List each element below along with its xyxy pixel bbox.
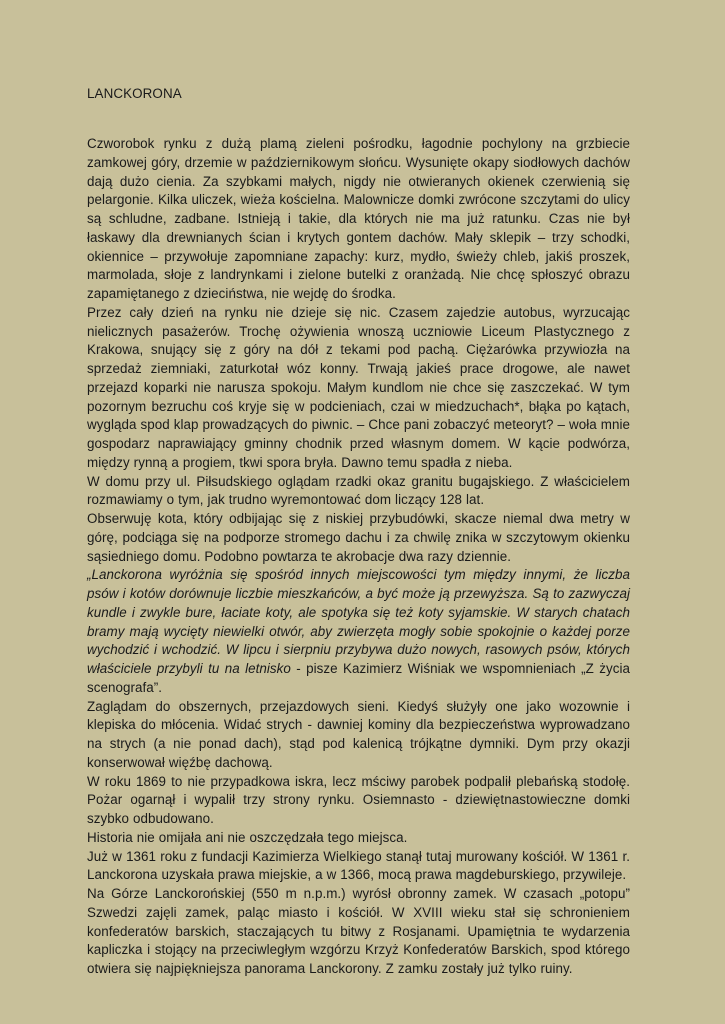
paragraph-sieni: Zaglądam do obszernych, przejazdowych sieni. Kiedyś służyły one jako wozownie i klepiska do młócenia. Widać strych - dawniej kominy dla bezpieczeństwa wyprowadzano na strych (a nie ponad dach), stąd pod kalenicą trójkątne dymniki. Dym przy okazji konserwował więźbę dachową. [87,698,630,770]
document-title: LANCKORONA [87,86,182,101]
quote-text: „Lanckorona wyróżnia się spośród innych miejscowości tym między innymi, że liczba psów i kotów dorównuje liczbie mieszkańców, a być może ją przewyższa. Są to zazwyczaj kundle i zwykle bure, łaciate koty, ale spotyka się też koty syjamskie. W starych chatach bramy mają wycięty niewielki otwór, aby zwierzęta mogły sobie spokojnie o każdej porze wychodzić i wchodzić. W lipcu i sierpniu przybywa dużo nowych, rasowych psów, których właściciele przybyli tu na letnisko [87,567,630,676]
paragraph-market-day: Przez cały dzień na rynku nie dzieje się nic. Czasem zajedzie autobus, wyrzucając nielicznych pasażerów. Trochę ożywienia wnoszą uczniowie Liceum Plastycznego z Krakowa, snujący się z góry na dół z tekami pod pachą. Ciężarówka przywiozła na sprzedaż ziemniaki, zaturkotał wóz konny. Trwają jakieś prace drogowe, ale nawet przejazd koparki nie narusza spokoju. Małym kundlom nie chce się zaszczekać. W tym pozornym bezruchu coś kryje się w podcieniach, czai w miedzuchach*, błąka po kątach, wygląda spod klap prowadzących do piwnic. – Chce pani zobaczyć meteoryt? – woła mnie gospodarz naprawiający gminny chodnik przed własnym domem. W kącie podwórza, między rynną a progiem, tkwi spora bryła. Dawno temu spadła z nieba. [87,304,630,470]
paragraph-history: Historia nie omijała ani nie oszczędzała tego miejsca. [87,829,408,845]
paragraph-church-1361: Już w 1361 roku z fundacji Kazimierza Wielkiego stanął tutaj murowany kościół. W 1361 r. Lanckorona uzyskała prawa miejskie, a w 1366, mocą prawa magdeburskiego, przywileje. [87,848,630,883]
paragraph-market-square: Czworobok rynku z dużą plamą zieleni pośrodku, łagodnie pochylony na grzbiecie zamkowej góry, drzemie w październikowym słońcu. Wysunięte okapy siodłowych dachów dają dużo cienia. Za szybkami małych, nigdy nie otwieranych okienek czerwienią się pelargonie. Kilka uliczek, wieża kościelna. Malownicze domki zwrócone szczytami do ulicy są schludne, zadbane. Istnieją i takie, dla których nie ma już ratunku. Czas nie był łaskawy dla drewnianych ścian i krytych gontem dachów. Mały sklepik – trzy schodki, okiennice – przywołuje zapomniane zapachy: kurz, mydło, świeży chleb, jakiś proszek, marmolada, słoje z landrynkami i zielone butelki z oranżadą. Nie chcę spłoszyć obrazu zapamiętanego z dzieciństwa, nie wejdę do środka. [87,136,630,301]
paragraph-cat: Obserwuję kota, który odbijając się z niskiej przybudówki, skacze niemal dwa metry w górę, podciąga się na podporze stromego dachu i za chwilę znika w szczytowym okienku sąsiedniego domu. Podobno powtarza te akrobacje dwa razy dziennie. [87,511,630,564]
paragraph-fire-1869: W roku 1869 to nie przypadkowa iskra, lecz mściwy parobek podpalił plebańską stodołę. Pożar ogarnął i wypalił trzy strony rynku. Osiemnasto - dziewiętnastowieczne domki szybko odbudowano. [87,773,630,826]
paragraph-granite-house: W domu przy ul. Piłsudskiego oglądam rzadki okaz granitu bugajskiego. Z właścicielem rozmawiamy o tym, jak trudno wyremontować dom liczący 128 lat. [87,473,630,508]
paragraph-castle: Na Górze Lanckorońskiej (550 m n.p.m.) wyrósł obronny zamek. W czasach „potopu” Szwedzi zajęli zamek, paląc miasto i kościół. W XVIII wieku stał się schronieniem konfederatów barskich, staczających tu bitwy z Rosjanami. Upamiętnia te wydarzenia kapliczka i stojący na przeciwległym wzgórzu Krzyż Konfederatów Barskich, spod którego otwiera się najpiękniejsza panorama Lanckorony. Z zamku zostały już tylko ruiny. [87,886,630,976]
document-page [87,85,630,979]
quote-attribution: - pisze Kazimierz Wiśniak we wspomnieniach „Z życia scenografa”. [87,661,630,695]
paragraph-quote [87,566,630,697]
